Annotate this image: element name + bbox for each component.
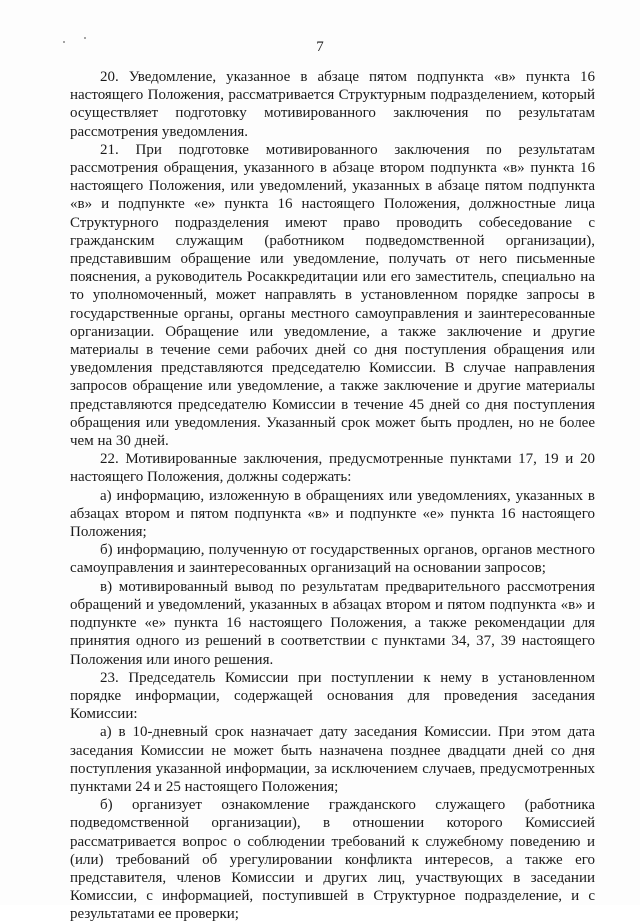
paragraph-22-b: б) информацию, полученную от государственных органов, органов местного самоуправления и заинтересованных организаций на основании запросов; <box>70 542 595 577</box>
paragraph-22-v: в) мотивированный вывод по результатам предварительного рассмотрения обращений и уведомлений, указанных в абзацах втором и пятом подпункта «в» и подпункте «е» пункта 16 настоящего Положения, а также рекомендации для принятия одного из решений в соответствии с пунктами 34, 37, 39 настоящего Положения или иного решения. <box>70 578 595 668</box>
document-body <box>70 68 595 924</box>
paragraph-23-b: б) организует ознакомление гражданского служащего (работника подведомственной организации), в отношении которого Комиссией рассматривается вопрос о соблюдении требований к служебному поведению и (или) требований об урегулировании конфликта интересов, а также его представителя, членов Комиссии и других лиц, участвующих в заседании Комиссии, с информацией, поступившей в Структурное подразделение, и с результатами ее проверки; <box>70 797 595 923</box>
page-number: 7 <box>316 39 324 55</box>
paragraph-22: 22. Мотивированные заключения, предусмотренные пунктами 17, 19 и 20 настоящего Положения, должны содержать: <box>70 451 595 486</box>
paragraph-22-a: а) информацию, изложенную в обращениях или уведомлениях, указанных в абзацах втором и пятом подпункта «в» и подпункте «е» пункта 16 настоящего Положения; <box>70 487 595 541</box>
paragraph-20: 20. Уведомление, указанное в абзаце пятом подпункта «в» пункта 16 настоящего Положения, рассматривается Структурным подразделением, который осуществляет подготовку мотивированного заключения по результатам рассмотрения уведомления. <box>70 69 595 140</box>
paragraph-23-a: а) в 10-дневный срок назначает дату заседания Комиссии. При этом дата заседания Комиссии не может быть назначена позднее двадцати дней со дня поступления указанной информации, за исключением случаев, предусмотренных пунктами 24 и 25 настоящего Положения; <box>70 724 595 795</box>
paragraph-23: 23. Председатель Комиссии при поступлении к нему в установленном порядке информации, содержащей основания для проведения заседания Комиссии: <box>70 669 595 723</box>
paragraph-21: 21. При подготовке мотивированного заключения по результатам рассмотрения обращения, указанного в абзаце втором подпункта «в» пункта 16 настоящего Положения, или уведомлений, указанных в абзаце пятом подпункта «в» и подпункте «е» пункта 16 настоящего Положения, должностные лица Структурного подразделения имеют право проводить собеседование с гражданским служащим (работником подведомственной организации), представившим обращение или уведомление, получать от него письменные пояснения, а руководитель Росаккредитации или его заместитель, специально на то уполномоченный, может направлять в установленном порядке запросы в государственные органы, органы местного самоуправления и заинтересованные организации. Обращение или уведомление, а также заключение и другие материалы в течение семи рабочих дней со дня поступления обращения или уведомления представляются председателю Комиссии. В случае направления запросов обращение или уведомление, а также заключение и другие материалы представляются председателю Комиссии в течение 45 дней со дня поступления обращения или уведомления. Указанный срок может быть продлен, но не более чем на 30 дней. <box>70 141 595 450</box>
